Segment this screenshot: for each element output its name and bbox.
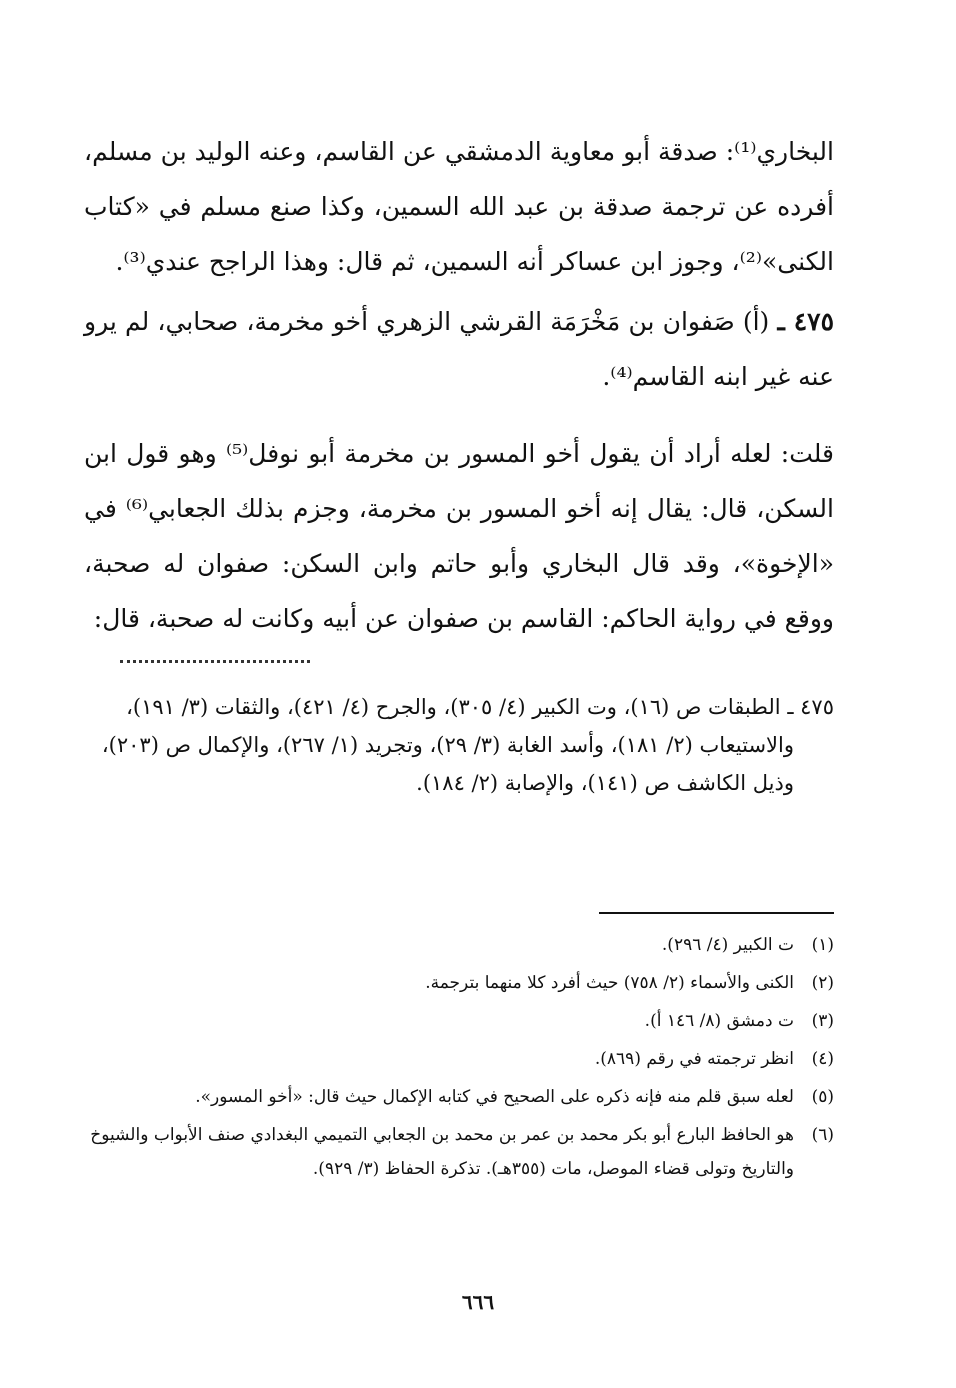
entry-number: ٤٧٥ ـ — [777, 307, 835, 336]
footnote — [84, 1118, 834, 1186]
footnotes — [84, 928, 834, 1190]
footnote-text: ت دمشق (٨/ ١٤٦ أ). — [644, 1011, 794, 1031]
page-number: ٦٦٦ — [461, 1290, 495, 1314]
footnote-text: الكنى والأسماء (٢/ ٧٥٨) حيث أفرد كلا منهما بترجمة. — [425, 973, 794, 993]
sources-text: ٤٧٥ ـ الطبقات ص (١٦)، وت الكبير (٤/ ٣٠٥)، والجرح (٤/ ٤٢١)، والثقات (٣/ ١٩١)، والاستيعاب (٢/ ١٨١)، وأسد الغابة (٣/ ٢٩)، وتجريد (١/ ٢٦٧)، والإكمال ص (٢٠٣)، وذيل الكاشف ص (١٤١)، والإصابة (٢/ ١٨٤). — [101, 695, 834, 795]
entry-475 — [84, 294, 834, 404]
footnote-text: لعله سبق قلم منه فإنه ذكره على الصحيح في كتابه الإكمال حيث قال: «أخو المسور». — [195, 1087, 794, 1107]
footnote-rule — [599, 912, 834, 914]
dotted-separator — [120, 660, 310, 663]
main-text — [84, 124, 834, 646]
footnote-number: (٢) — [811, 973, 834, 993]
footnote — [84, 1004, 834, 1038]
footnote-number: (٦) — [811, 1125, 834, 1145]
footnote — [84, 966, 834, 1000]
footnote-number: (٥) — [811, 1087, 834, 1107]
footnote-number: (١) — [811, 935, 834, 955]
entry-text: (أ) صَفوان بن مَخْرَمَة القرشي الزهري أخو مخرمة، صحابي، لم يرو عنه غير ابنه القاسم⁽⁴⁾. — [84, 307, 834, 391]
footnote — [84, 1080, 834, 1114]
footnote-text: انظر ترجمته في رقم (٨٦٩). — [594, 1049, 794, 1069]
footnote-text: ت الكبير (٤/ ٢٩٦). — [661, 935, 794, 955]
paragraph-1: البخاري⁽¹⁾: صدقة أبو معاوية الدمشقي عن القاسم، وعنه الوليد بن مسلم، أفرده عن ترجمة صدقة بن عبد الله السمين، وكذا صنع مسلم في «كتاب الكنى»⁽²⁾، وجوز ابن عساكر أنه السمين، ثم قال: وهذا الراجح عندي⁽³⁾. — [84, 137, 834, 276]
paragraph-3: قلت: لعله أراد أن يقول أخو المسور بن مخرمة أبو نوفل⁽⁵⁾ وهو قول ابن السكن، قال: يقال إنه أخو المسور بن مخرمة، وجزم بذلك الجعابي⁽⁶⁾ في «الإخوة»، وقد قال البخاري وأبو حاتم وابن السكن: صفوان له صحبة، ووقع في رواية الحاكم: القاسم بن صفوان عن أبيه وكانت له صحبة، قال: — [84, 439, 834, 633]
sources-block — [84, 688, 834, 802]
footnote — [84, 1042, 834, 1076]
footnote-number: (٣) — [811, 1011, 834, 1031]
footnote-number: (٤) — [811, 1049, 834, 1069]
footnote-text: هو الحافظ البارع أبو بكر محمد بن عمر بن محمد بن الجعابي التميمي البغدادي صنف الأبواب والشيوخ والتاريخ وتولى قضاء الموصل، مات (٣٥٥هـ). تذكرة الحفاظ (٣/ ٩٢٩). — [90, 1125, 794, 1179]
footnote — [84, 928, 834, 962]
